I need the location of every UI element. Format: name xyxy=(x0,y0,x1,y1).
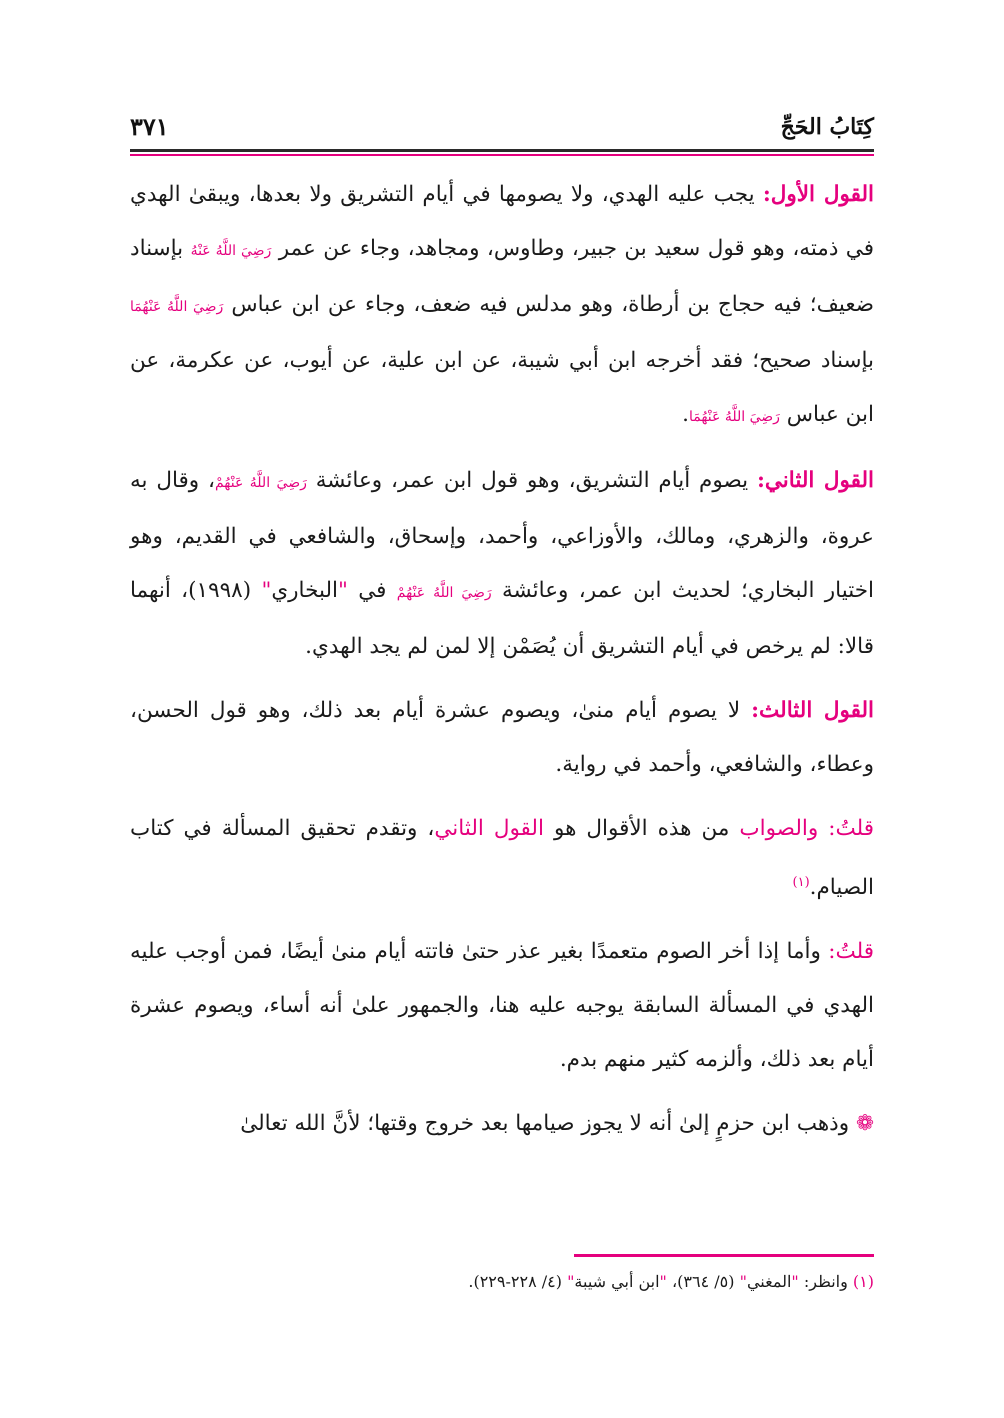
highlight-second-opinion: القول الثاني xyxy=(434,816,544,841)
paragraph-label: القول الأول: xyxy=(762,182,874,207)
footnote-location: (٤/ ٢٢٨-٢٢٩). xyxy=(468,1272,568,1291)
honorific-glyph: رَضِيَ اللَّهُ عَنْهُمَا xyxy=(130,299,224,315)
header-rule-pink xyxy=(130,154,874,156)
paragraph-text: من هذه الأقوال هو xyxy=(543,816,740,841)
highlight-correct: والصواب xyxy=(739,816,819,841)
header-rule-dark xyxy=(130,149,874,152)
footnote-rule xyxy=(574,1254,874,1257)
honorific-glyph: رَضِيَ اللَّهُ عَنْهُمْ xyxy=(214,475,307,491)
paragraph-text: يصوم أيام التشريق، وهو قول ابن عمر، وعائشة xyxy=(306,468,757,493)
paragraph-text: وأما إذا أخر الصوم متعمدًا بغير عذر حتىٰ فاتته أيام منىٰ أيضًا، فمن أوجب عليه الهدي في المسألة السابقة يوجبه عليه هنا، والجمهور علىٰ أنه أساء، ويصوم عشرة أيام بعد ذلك، وألزمه كثير منهم بدم. xyxy=(130,939,874,1073)
paragraph-text: في xyxy=(347,578,397,603)
page-header xyxy=(130,108,874,148)
flower-bullet-icon: ❁ xyxy=(855,1111,874,1137)
paragraph-end: . xyxy=(682,402,689,427)
book-title: كِتَابُ الحَجِّ xyxy=(780,114,874,140)
paragraph-text: ، وقال به عروة، والزهري، ومالك، والأوزاعي، وأحمد، وإسحاق، والشافعي في القديم، وهو اختيار البخاري؛ لحديث ابن عمر، وعائشة xyxy=(130,468,874,603)
footnote: (١) وانظر: "المغني" (٥/ ٣٦٤)، "ابن أبي شيبة" (٤/ ٢٢٨-٢٢٩). xyxy=(468,1272,874,1291)
footnote-reference[interactable]: (١) xyxy=(792,875,810,890)
paragraph-ibn-hazm xyxy=(130,1097,874,1151)
paragraph-text: لا يصوم أيام منىٰ، ويصوم عشرة أيام بعد ذلك، وهو قول الحسن، وعطاء، والشافعي، وأحمد في رواية. xyxy=(130,698,874,777)
paragraph-text: يجب عليه الهدي، ولا يصومها في أيام التشريق ولا بعدها، ويبقىٰ الهدي في ذمته، وهو قول سعيد بن جبير، وطاوس، ومجاهد، وجاء عن عمر xyxy=(130,182,874,261)
paragraph-text: بإسناد ضعيف؛ فيه حجاج بن أرطاة، وهو مدلس فيه ضعف، وجاء عن ابن عباس xyxy=(130,236,874,317)
footnote-source: ابن أبي شيبة xyxy=(574,1272,660,1291)
footnote-source: المغني xyxy=(746,1272,792,1291)
paragraph-text: بإسناد صحيح؛ فقد أخرجه ابن أبي شيبة، عن ابن علية، عن أيوب، عن عكرمة، عن ابن عباس xyxy=(130,348,874,427)
paragraph-commentary xyxy=(130,925,874,1087)
footnote-text: وانظر: xyxy=(798,1272,853,1291)
paragraph-first-opinion xyxy=(130,168,874,444)
paragraph-second-opinion: القول الثاني: يصوم أيام التشريق، وهو قول ابن عمر، وعائشة رَضِيَ اللَّهُ عَنْهُمْ، وقال به عروة، والزهري، ومالك، والأوزاعي، وأحمد، وإسحاق، والشافعي في القديم، وهو اختيار البخاري؛ لحديث ابن عمر، وعائشة رَضِيَ اللَّهُ عَنْهُمْ في "البخاري" (١٩٩٨)، أنهما قالا: لم يرخص في أيام التشريق أن يُصَمْن إلا لمن لم يجد الهدي. xyxy=(130,468,874,659)
paragraph-text: (١٩٩٨)، أنهما قالا: لم يرخص في أيام التشريق أن يُصَمْن إلا لمن لم يجد الهدي. xyxy=(130,578,874,659)
paragraph-preferred-opinion xyxy=(130,802,874,915)
footnote-mark: (١) xyxy=(852,1272,874,1291)
honorific-glyph: رَضِيَ اللَّهُ عَنْهُمَا xyxy=(688,409,780,425)
paragraph-text: وذهب ابن حزمٍ إلىٰ أنه لا يجوز صيامها بعد خروج وقتها؛ لأنَّ الله تعالىٰ xyxy=(240,1111,856,1137)
paragraph-text: ، وتقدم تحقيق المسألة في كتاب الصيام. xyxy=(130,816,874,901)
paragraph-third-opinion xyxy=(130,684,874,792)
source-reference: البخاري xyxy=(271,578,338,603)
honorific-glyph: رَضِيَ اللَّهُ عَنْهُمْ xyxy=(396,585,492,601)
paragraph-label: قلتُ: xyxy=(828,939,874,965)
main-text xyxy=(130,168,874,1161)
paragraph-label: القول الثاني: xyxy=(756,468,874,493)
paragraph-label: قلتُ: xyxy=(828,816,874,841)
honorific-glyph: رَضِيَ اللَّهُ عَنْهُ xyxy=(190,243,272,259)
page-number: ٣٧١ xyxy=(130,112,169,141)
footnote-location: (٥/ ٣٦٤)، xyxy=(666,1272,740,1291)
paragraph-label: القول الثالث: xyxy=(751,698,874,723)
